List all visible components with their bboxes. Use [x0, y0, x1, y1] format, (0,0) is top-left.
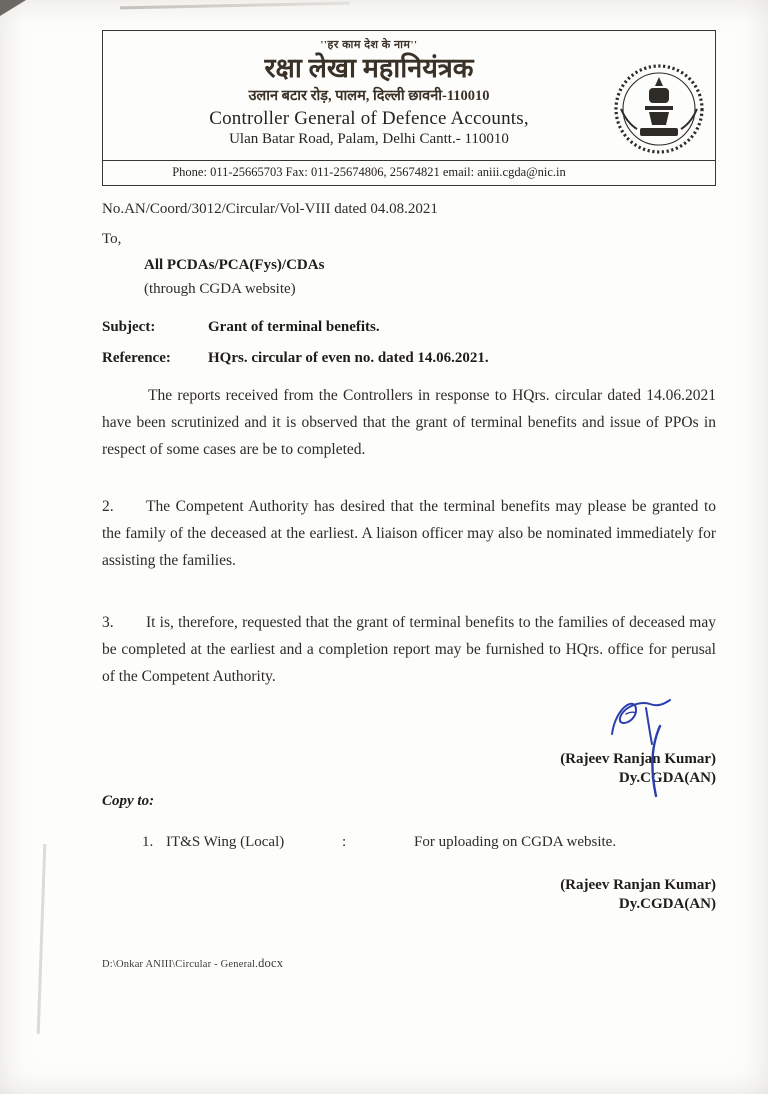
paragraph-1	[102, 383, 716, 463]
org-name-hindi: रक्षा लेखा महानियंत्रक	[264, 53, 474, 83]
reference-label: Reference:	[102, 350, 171, 367]
signatory-name: (Rajeev Ranjan Kumar)	[560, 751, 716, 768]
subject-row	[102, 319, 716, 336]
motto-hindi: ''हर काम देश के नाम''	[320, 39, 418, 51]
copy-to-label: Copy to:	[102, 793, 155, 810]
paragraph-3	[102, 610, 716, 690]
paragraph-2	[102, 494, 716, 574]
org-name-english: Controller General of Defence Accounts,	[209, 108, 529, 130]
reference-row	[102, 350, 716, 367]
signatory-designation: Dy.CGDA(AN)	[618, 770, 716, 787]
cgda-seal-icon	[613, 61, 705, 157]
handwritten-signature-icon	[606, 694, 682, 751]
signature-block-1	[102, 694, 716, 787]
scan-artifact-corner	[0, 0, 26, 16]
address-english: Ulan Batar Road, Palam, Delhi Cantt.- 110010	[229, 131, 509, 148]
signatory-name: (Rajeev Ranjan Kumar)	[560, 877, 716, 894]
paragraph-text: The Competent Authority has desired that the terminal benefits may please be granted to the family of the deceased at the earliest. A liaison officer may also be nominated immediately for assisting the families.	[102, 498, 716, 569]
addressee-note: (through CGDA website)	[144, 281, 296, 298]
footer-file-path	[102, 956, 283, 971]
reference-text: HQrs. circular of even no. dated 14.06.2021.	[208, 350, 489, 367]
paragraph-number: 2.	[102, 498, 114, 516]
scan-artifact-top-edge	[120, 2, 350, 10]
file-path-ext: docx	[258, 956, 284, 970]
paragraph-text: The reports received from the Controllers in response to HQrs. circular dated 14.06.2021 have been scrutinized and it is observed that the grant of terminal benefits and issue of PPOs in respect of some cases are be to completed.	[102, 387, 716, 458]
addressee: All PCDAs/PCA(Fys)/CDAs	[144, 257, 325, 274]
copy-item-recipient: IT&S Wing (Local)	[166, 834, 285, 851]
copy-item-separator: :	[342, 834, 347, 851]
file-path-text: D:\Onkar ANIII\Circular - General.	[102, 959, 259, 970]
copy-item-purpose: For uploading on CGDA website.	[414, 834, 617, 851]
copy-item-number: 1.	[142, 834, 154, 851]
paragraph-number: 3.	[102, 614, 114, 632]
contact-line: Phone: 011-25665703 Fax: 011-25674806, 25674821 email: aniii.cgda@nic.in	[103, 160, 715, 185]
letterhead	[102, 30, 716, 186]
subject-label: Subject:	[102, 319, 156, 336]
signature-block-2	[102, 877, 716, 913]
to-label: To,	[102, 231, 122, 248]
subject-text: Grant of terminal benefits.	[208, 319, 380, 336]
file-reference-line: No.AN/Coord/3012/Circular/Vol-VIII dated 04.08.2021	[102, 201, 438, 218]
scan-artifact-left-edge	[37, 844, 47, 1034]
address-hindi: उलान बटार रोड़, पालम, दिल्ली छावनी-110010	[248, 88, 490, 105]
copy-to-item	[102, 834, 716, 851]
signatory-designation: Dy.CGDA(AN)	[618, 896, 716, 913]
paragraph-text: It is, therefore, requested that the grant of terminal benefits to the families of deceased may be completed at the earliest and a completion report may be furnished to HQrs. office for perusal of the Competent Authority.	[102, 614, 716, 685]
pen-stroke-icon	[646, 724, 666, 803]
